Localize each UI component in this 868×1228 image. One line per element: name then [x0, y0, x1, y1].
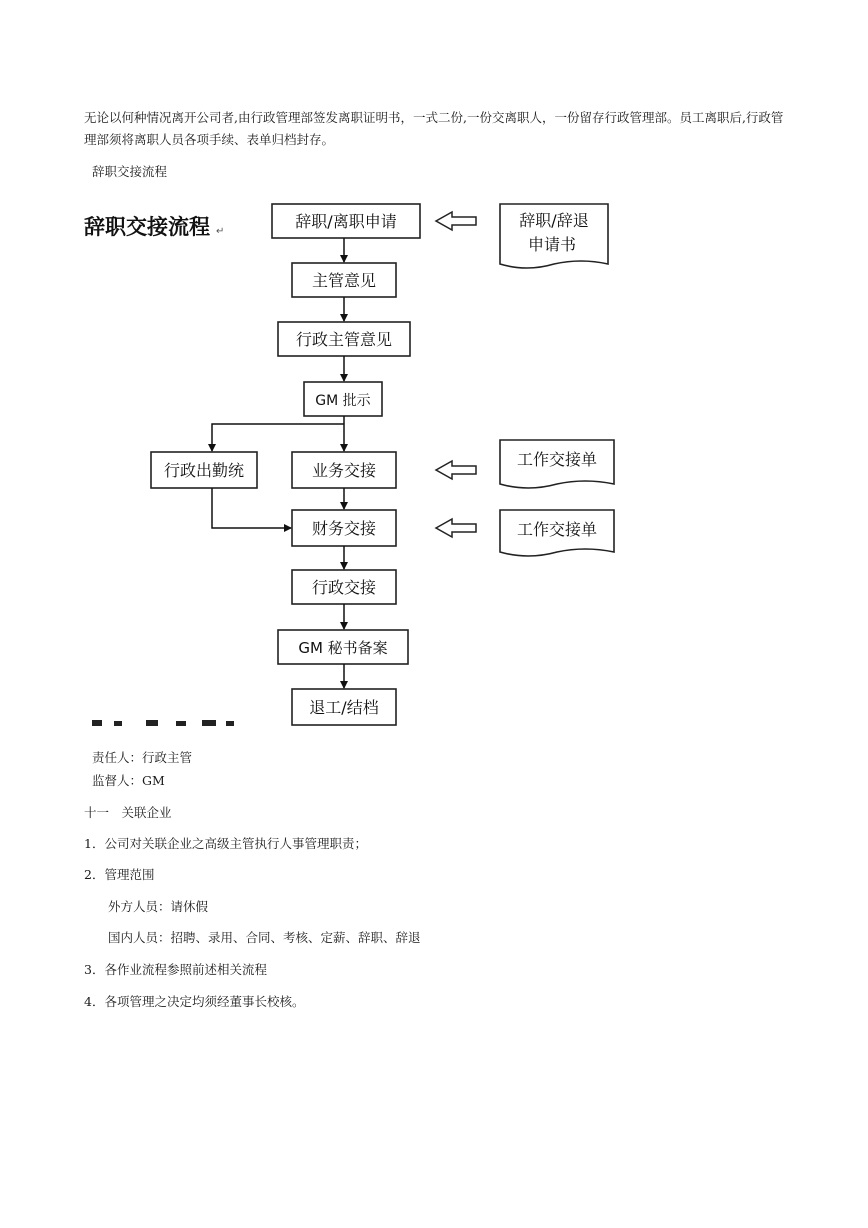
step-attendance-box	[151, 452, 257, 488]
supervisor-person: 监督人：GM	[92, 773, 165, 788]
list-item-2-sub-2: 国内人员：招聘、录用、合同、考核、定薪、辞职、辞退	[108, 930, 421, 945]
list-item-2-sub-1: 外方人员：请休假	[108, 899, 209, 914]
step-admin-handover-label: 行政交接	[311, 578, 377, 597]
step-apply-label: 辞职/离职申请	[295, 212, 397, 231]
doc-handover-sheet-1	[500, 440, 614, 488]
section-heading: 十一 关联企业	[84, 805, 172, 820]
doc-resignation-form-line1: 辞职/辞退	[519, 211, 589, 230]
flow-caption: 辞职交接流程	[92, 164, 168, 179]
list-item-4: 4．各项管理之决定均须经董事长校核。	[84, 994, 305, 1009]
step-finance-box	[292, 510, 396, 546]
input-arrow-icon	[436, 461, 476, 479]
step-close-box	[292, 689, 396, 725]
input-arrow-icon	[436, 519, 476, 537]
flowchart-title: 辞职交接流程	[84, 215, 210, 239]
step-attendance-label: 行政出勤统	[163, 461, 245, 480]
step-admin-supervisor-box	[278, 322, 410, 356]
step-gm-box	[304, 382, 382, 416]
doc-handover-sheet-2-label: 工作交接单	[516, 520, 598, 539]
doc-handover-sheet-1-label: 工作交接单	[516, 450, 598, 469]
step-business-box	[292, 452, 396, 488]
doc-handover-sheet-2	[500, 510, 614, 556]
resignation-flowchart	[84, 192, 704, 726]
step-finance-label: 财务交接	[311, 519, 377, 538]
step-supervisor-box	[292, 263, 396, 297]
step-close-label: 退工/结档	[309, 698, 379, 717]
step-admin-supervisor-label: 行政主管意见	[295, 330, 393, 349]
step-gm-secretary-label: GM 秘书备案	[298, 639, 388, 657]
step-business-label: 业务交接	[311, 461, 377, 480]
input-arrow-icon	[436, 212, 476, 230]
doc-resignation-form	[500, 204, 608, 268]
responsible-person: 责任人：行政主管	[92, 750, 193, 765]
intro-paragraph: 无论以何种情况离开公司者,由行政管理部签发离职证明书，一式二份,一份交离职人，一份留存行政管理部。员工离职后,行政管理部须将离职人员各项手续、表单归档封存。	[84, 110, 784, 147]
step-gm-secretary-box	[278, 630, 408, 664]
list-item-2: 2．管理范围	[84, 867, 155, 882]
step-apply-box	[272, 204, 420, 238]
step-gm-label: GM 批示	[315, 393, 371, 409]
doc-resignation-form-line2: 申请书	[527, 235, 577, 254]
step-supervisor-label: 主管意见	[311, 271, 377, 290]
svg-text:↵: ↵	[216, 226, 225, 237]
list-item-3: 3．各作业流程参照前述相关流程	[84, 962, 267, 977]
step-admin-handover-box	[292, 570, 396, 604]
list-item-1: 1．公司对关联企业之高级主管执行人事管理职责；	[84, 836, 367, 851]
